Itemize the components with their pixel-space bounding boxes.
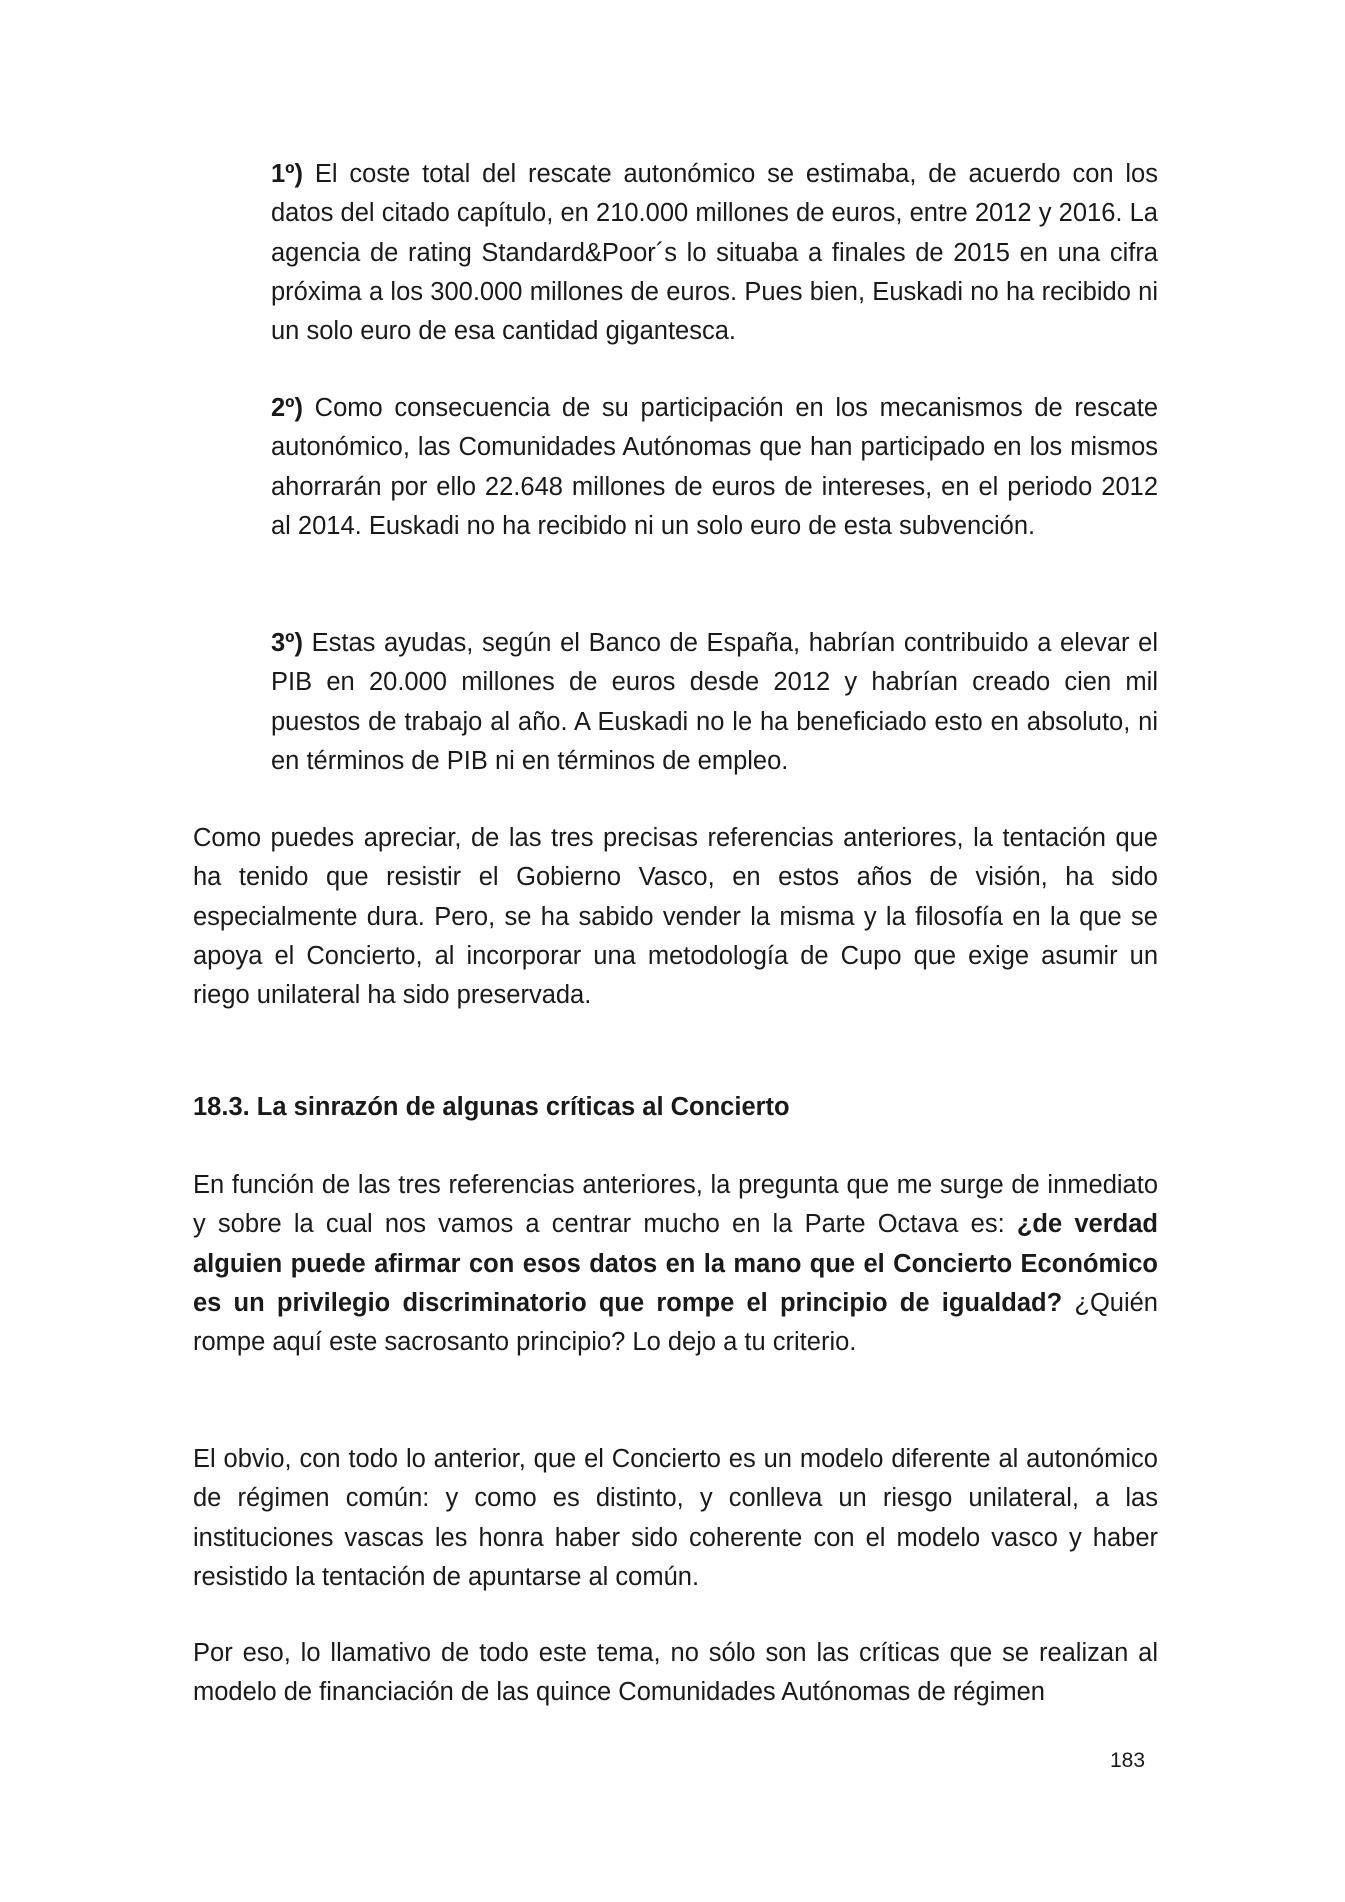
- item-2-text: Como consecuencia de su participación en los mecanismos de rescate autonómico, las Comunidades Autónomas que han participado en los mismos ahorrarán por ello 22.648 millones de euros de intereses, en el periodo 2012 al 2014. Euskadi no ha recibido ni un solo euro de esta subvención.: [271, 394, 1158, 540]
- item-3-number: 3º): [271, 629, 303, 657]
- obvio-paragraph: El obvio, con todo lo anterior, que el Concierto es un modelo diferente al autonómico de régimen común: y como es distinto, y conlleva un riesgo unilateral, a las instituciones vascas les honra haber sido coherente con el modelo vasco y haber resistido la tentación de apuntarse al común.: [193, 1445, 1158, 1591]
- item-1-text: El coste total del rescate autonómico se estimaba, de acuerdo con los datos del citado capítulo, en 210.000 millones de euros, entre 2012 y 2016. La agencia de rating Standard&Poor´s lo situaba a finales de 2015 en una cifra próxima a los 300.000 millones de euros. Pues bien, Euskadi no ha recibido ni un solo euro de esa cantidad gigantesca.: [271, 160, 1158, 346]
- final-paragraph: Por eso, lo llamativo de todo este tema, no sólo son las críticas que se realizan al modelo de financiación de las quince Comunidades Autónomas de régimen: [193, 1639, 1158, 1707]
- question-paragraph: [193, 1166, 1158, 1362]
- item-1-paragraph: [271, 155, 1158, 351]
- item-2-number: 2º): [271, 394, 303, 422]
- page-number: 183: [1110, 1749, 1146, 1772]
- section-heading: 18.3. La sinrazón de algunas críticas al Concierto: [193, 1093, 790, 1121]
- summary-paragraph: Como puedes apreciar, de las tres precisas referencias anteriores, la tentación que ha tenido que resistir el Gobierno Vasco, en estos años de visión, ha sido especialmente dura. Pero, se ha sabido vender la misma y la filosofía en la que se apoya el Concierto, al incorporar una metodología de Cupo que exige asumir un riego unilateral ha sido preservada.: [193, 824, 1158, 1010]
- item-3-paragraph: [271, 624, 1158, 781]
- item-1-number: 1º): [271, 160, 303, 188]
- question-outro: ¿Quién rompe aquí este sacrosanto principio? Lo dejo a tu criterio.: [193, 1288, 1158, 1357]
- item-2-paragraph: [271, 389, 1158, 546]
- question-bold: ¿de verdad alguien puede afirmar con esos datos en la mano que el Concierto Económico es un privilegio discriminatorio que rompe el principio de igualdad?: [193, 1210, 1158, 1317]
- question-intro: En función de las tres referencias anteriores, la pregunta que me surge de inmediato y sobre la cual nos vamos a centrar mucho en la Parte Octava es:: [193, 1171, 1158, 1239]
- item-3-text: Estas ayudas, según el Banco de España, habrían contribuido a elevar el PIB en 20.000 millones de euros desde 2012 y habrían creado cien mil puestos de trabajo al año. A Euskadi no le ha beneficiado esto en absoluto, ni en términos de PIB ni en términos de empleo.: [271, 629, 1158, 775]
